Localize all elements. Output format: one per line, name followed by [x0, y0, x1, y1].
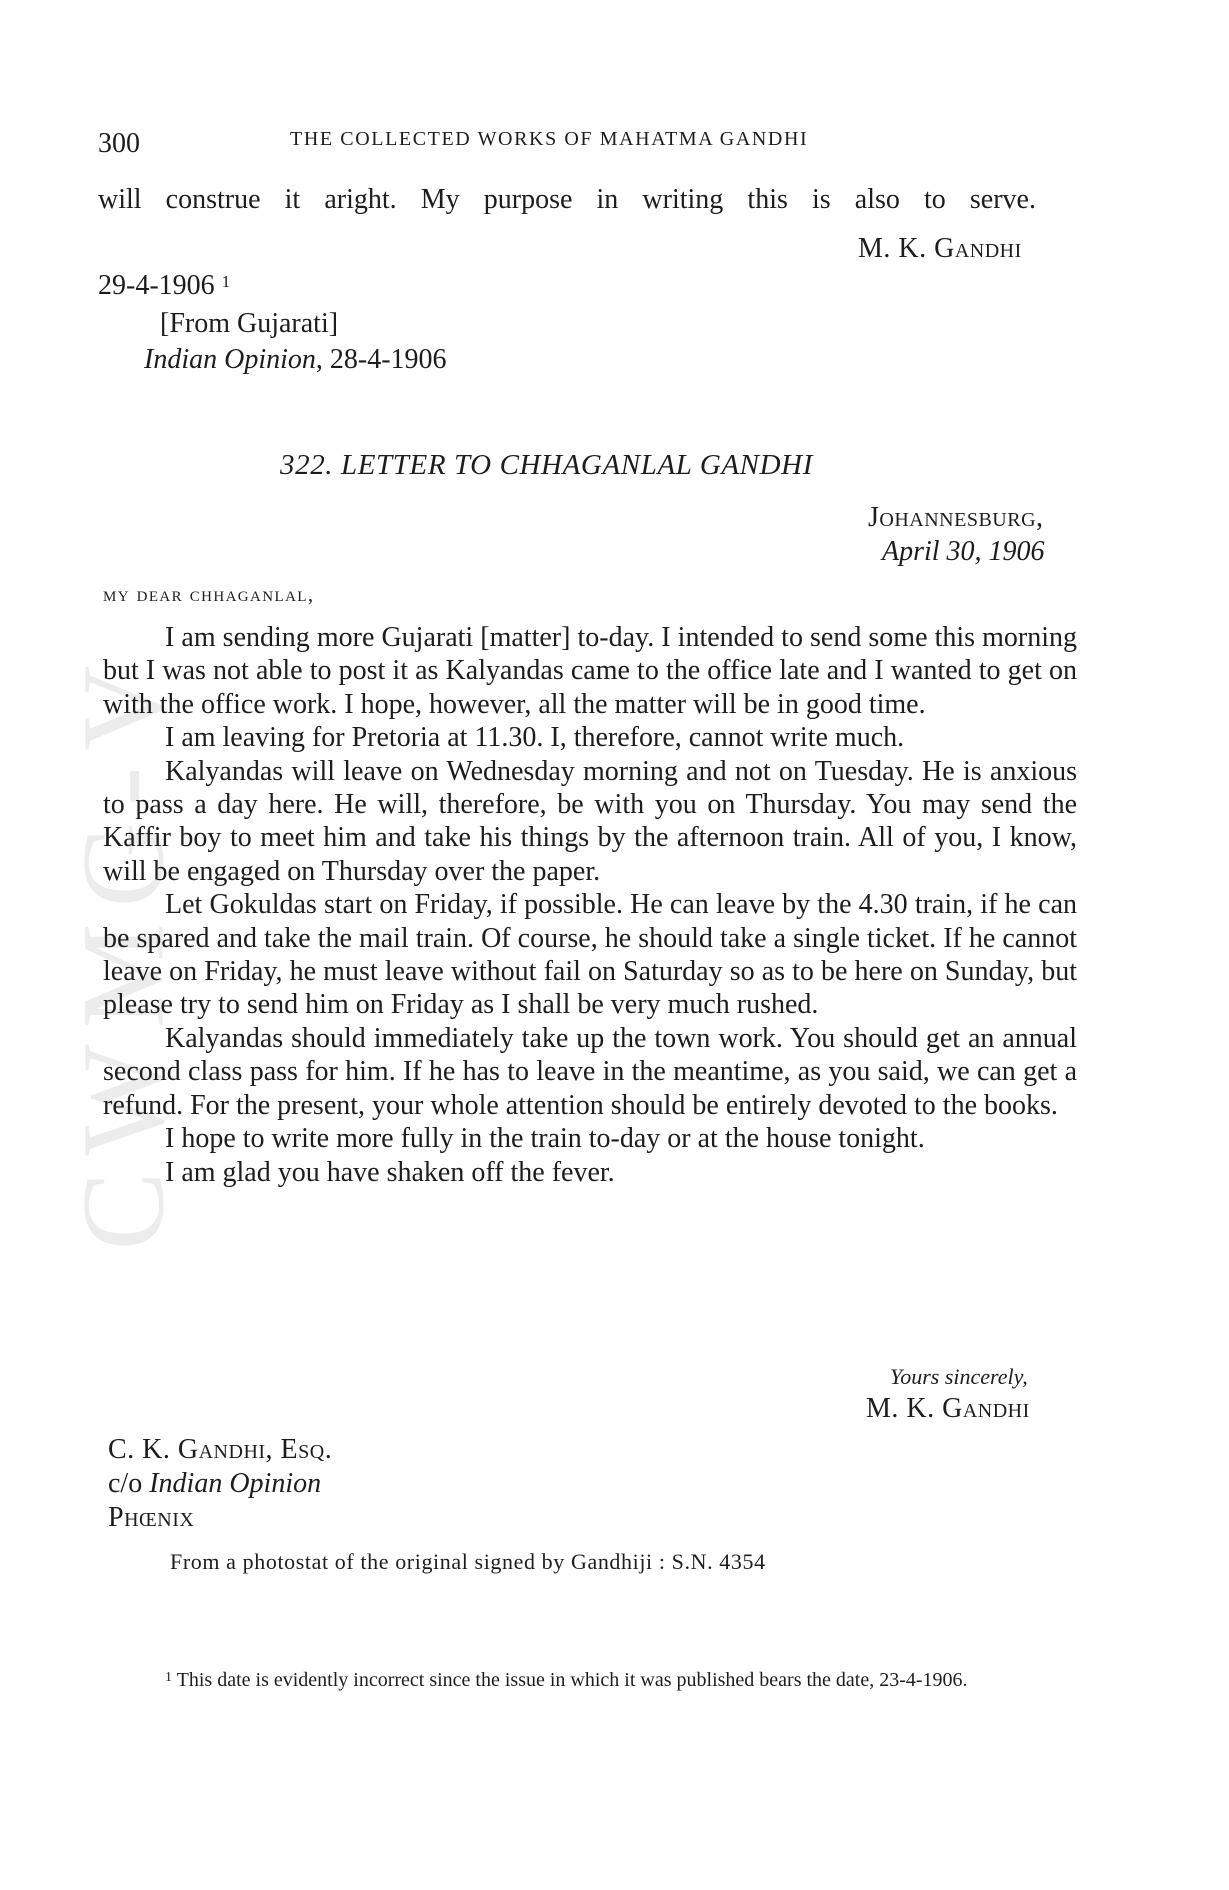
paragraph: I am sending more Gujarati [matter] to-day. I intended to send some this morning but I was not able to post it as Kalyandas came to the office late and I wanted to get on with the office work. I hope, however, all the matter will be in good time.: [103, 622, 1077, 720]
letter-body: [103, 621, 1077, 1189]
previous-signature: M. K. Gandhi: [858, 233, 1022, 264]
footnote-ref: 1: [221, 272, 231, 291]
letter-title: 322. LETTER TO CHHAGANLAL GANDHI: [280, 449, 813, 481]
footnote-text: This date is evidently incorrect since the issue in which it was published bears the date, 23-4-1906.: [176, 1669, 968, 1691]
paragraph: Let Gokuldas start on Friday, if possible. He can leave by the 4.30 train, if he can be spared and take the mail train. Of course, he should take a single ticket. If he cannot leave on Friday, he must leave without fail on Saturday so as to be here on Sunday, but please try to send him on Friday as I shall be very much rushed.: [103, 889, 1077, 1021]
letter-date: April 30, 1906: [882, 536, 1045, 567]
paragraph: I hope to write more fully in the train to-day or at the house tonight.: [165, 1123, 925, 1155]
source-publication: Indian Opinion, 28-4-1906: [144, 344, 447, 375]
addressee-care-of: c/o Indian Opinion: [108, 1468, 322, 1499]
footnote: [108, 1663, 1076, 1695]
paragraph: I am leaving for Pretoria at 11.30. I, therefore, cannot write much.: [165, 722, 905, 754]
salutation: my dear chhaganlal,: [103, 582, 315, 606]
running-head: THE COLLECTED WORKS OF MAHATMA GANDHI: [290, 128, 809, 150]
letter-place: Johannesburg,: [868, 502, 1044, 533]
source-note: From a photostat of the original signed by Gandhiji : S.N. 4354: [170, 1549, 766, 1574]
paragraph: Kalyandas should immediately take up the town work. You should get an annual second class pass for him. If he has to leave in the meantime, as you said, we can get a refund. For the present, your whole attention should be entirely devoted to the books.: [103, 1022, 1077, 1121]
footnote-mark: 1: [165, 1670, 172, 1685]
paragraph: Kalyandas will leave on Wednesday morning and not on Tuesday. He is anxious to pass a day here. He will, therefore, be with you on Thursday. You may send the Kaffir boy to meet him and take his things by the afternoon train. All of you, I know, will be engaged on Thursday over the paper.: [103, 755, 1077, 887]
closing: Yours sincerely,: [890, 1364, 1028, 1389]
page-number: 300: [98, 128, 140, 159]
watermark: CWMG-V: [57, 649, 189, 1251]
previous-date: 29-4-1906 $^1$: [98, 270, 231, 301]
letter-signature: M. K. Gandhi: [866, 1393, 1030, 1424]
previous-last-line: will construe it aright. My purpose in writing this is also to serve.: [98, 184, 1036, 215]
source-language: [From Gujarati]: [160, 308, 339, 339]
addressee-place: Phœnix: [108, 1502, 195, 1533]
paragraph: I am glad you have shaken off the fever.: [165, 1156, 615, 1188]
addressee-name: C. K. Gandhi, Esq.: [108, 1434, 333, 1465]
